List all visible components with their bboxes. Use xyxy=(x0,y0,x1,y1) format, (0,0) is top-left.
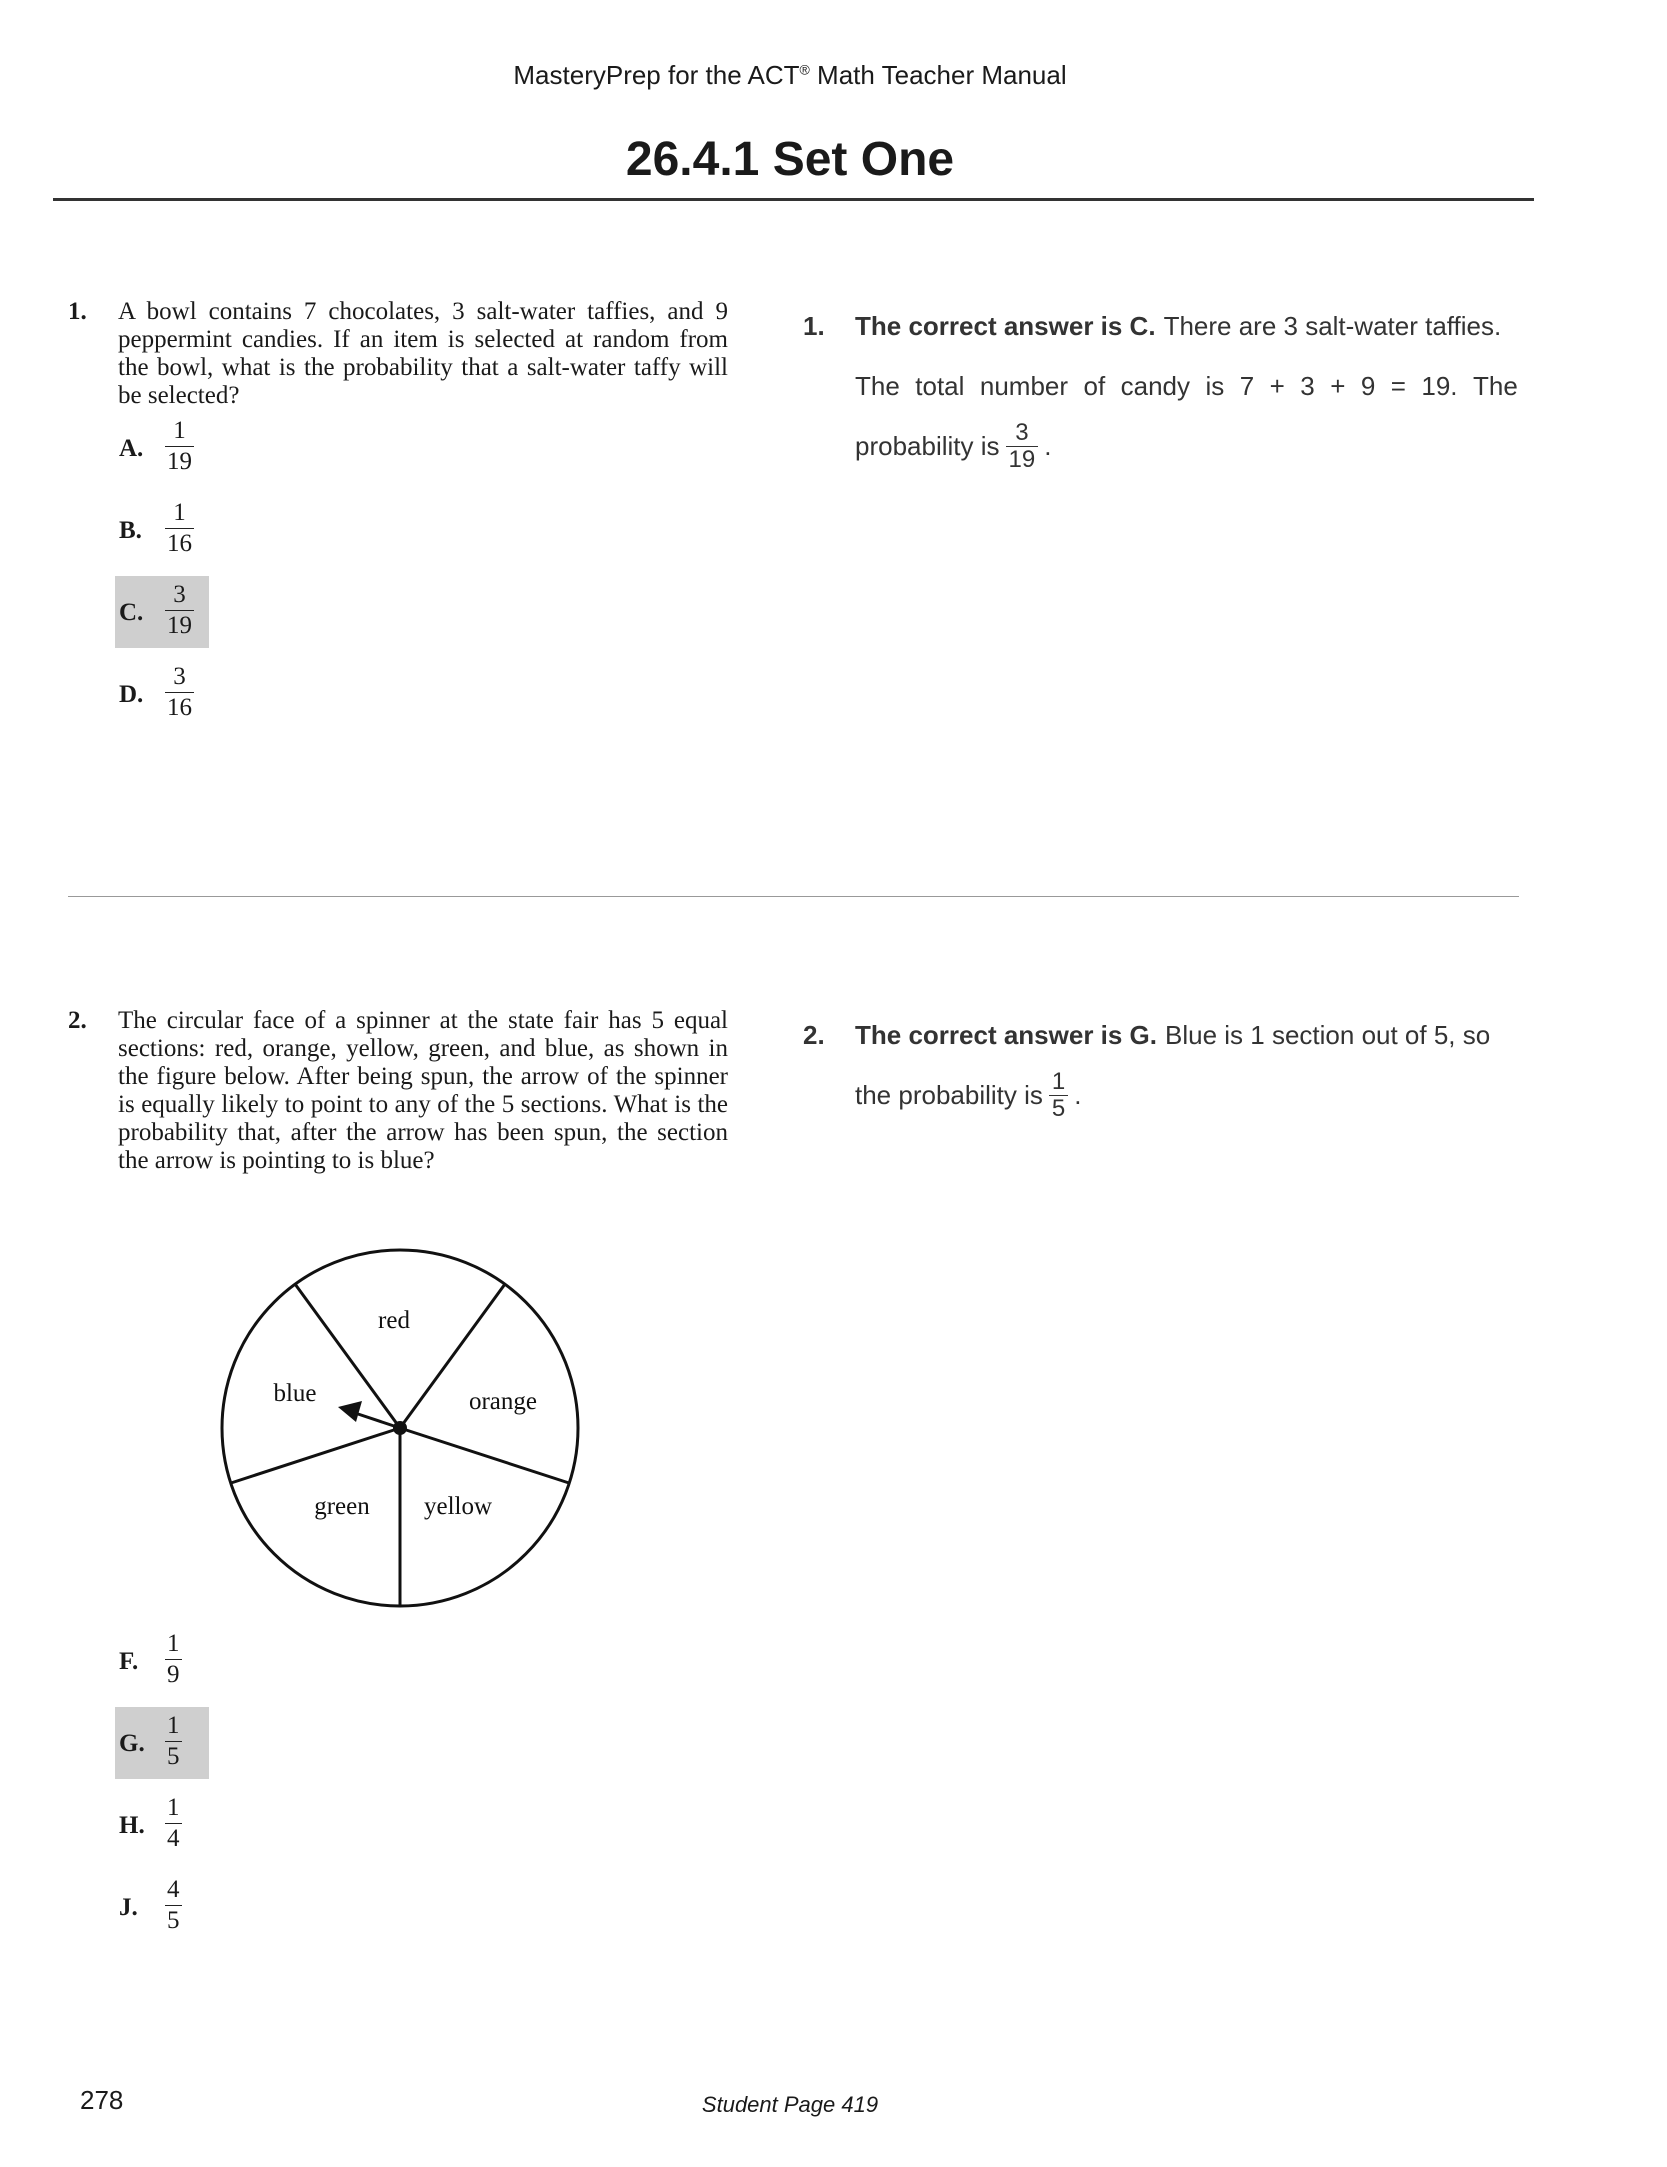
answer-explanation: probability is xyxy=(855,431,1000,461)
choice-letter: A. xyxy=(119,435,144,462)
denominator: 9 xyxy=(167,1661,180,1688)
question-number: 2. xyxy=(68,1007,87,1034)
question-number: 1. xyxy=(68,298,87,325)
choice-g-correct[interactable] xyxy=(115,1707,209,1779)
spinner-figure xyxy=(210,1238,590,1618)
question-2-choices xyxy=(115,1625,209,1953)
answer-line-3 xyxy=(855,416,1518,476)
fraction xyxy=(165,498,194,559)
word: number xyxy=(979,371,1069,401)
answer-number: 1. xyxy=(803,311,825,341)
denominator: 19 xyxy=(1006,446,1039,473)
choice-d[interactable] xyxy=(115,658,209,730)
fraction xyxy=(165,1629,182,1690)
fraction xyxy=(165,1875,182,1936)
numerator: 1 xyxy=(1051,1067,1066,1095)
word: The xyxy=(855,371,900,401)
correct-answer-lead: The correct answer is G. xyxy=(855,1020,1158,1050)
choice-letter: G. xyxy=(119,1730,145,1757)
section-label-blue: blue xyxy=(273,1380,317,1407)
numerator: 1 xyxy=(167,1712,180,1739)
choice-a[interactable] xyxy=(115,412,209,484)
fraction xyxy=(165,1793,182,1854)
fraction xyxy=(165,580,194,641)
denominator: 19 xyxy=(167,448,192,475)
choice-letter: H. xyxy=(119,1812,145,1839)
choice-j[interactable] xyxy=(115,1871,209,1943)
fraction xyxy=(1006,420,1039,473)
answer-line-2 xyxy=(855,1065,1518,1125)
word: 19. xyxy=(1421,371,1458,401)
question-text: A bowl contains 7 chocolates, 3 salt-water taffies, and 9 peppermint candies. If an item is selected at random from the bowl, what is the probability that a salt-water taffy will be selected? xyxy=(118,298,728,409)
denominator: 16 xyxy=(167,694,192,721)
answer-explanation: the probability is xyxy=(855,1080,1043,1110)
choice-c-correct[interactable] xyxy=(115,576,209,648)
numerator: 1 xyxy=(173,417,186,444)
word: The xyxy=(1473,371,1518,401)
section-label-green: green xyxy=(314,1493,370,1520)
choice-letter: J. xyxy=(119,1894,138,1921)
question-1-choices xyxy=(115,412,209,740)
student-page-reference: Student Page 419 xyxy=(701,2092,879,2117)
denominator: 5 xyxy=(167,1743,180,1770)
word: 7 xyxy=(1239,371,1255,401)
choice-f[interactable] xyxy=(115,1625,209,1697)
numerator: 4 xyxy=(167,1876,180,1903)
word: + xyxy=(1330,371,1346,401)
answer-line-1 xyxy=(855,1005,1518,1065)
word: total xyxy=(915,371,965,401)
question-1 xyxy=(68,298,728,410)
question-2 xyxy=(68,1007,728,1175)
denominator: 5 xyxy=(1049,1095,1068,1122)
numerator: 3 xyxy=(173,581,186,608)
choice-letter: F. xyxy=(119,1648,139,1675)
fraction xyxy=(165,416,194,477)
choice-b[interactable] xyxy=(115,494,209,566)
answer-number: 2. xyxy=(803,1020,825,1050)
denominator: 5 xyxy=(167,1907,180,1934)
numerator: 1 xyxy=(173,499,186,526)
answer-line-2 xyxy=(855,356,1518,416)
running-header xyxy=(0,60,1580,91)
page-number: 278 xyxy=(80,2085,124,2115)
numerator: 3 xyxy=(173,663,186,690)
word: = xyxy=(1390,371,1406,401)
period: . xyxy=(1074,1080,1082,1110)
title-divider xyxy=(53,198,1534,201)
word: 3 xyxy=(1300,371,1315,401)
page-title: 26.4.1 Set One xyxy=(625,133,955,186)
section-label-yellow: yellow xyxy=(423,1493,493,1520)
numerator: 3 xyxy=(1015,418,1029,446)
denominator: 19 xyxy=(167,612,192,639)
word: + xyxy=(1269,371,1285,401)
fraction xyxy=(165,662,194,723)
section-label-orange: orange xyxy=(468,1388,538,1415)
answer-explanation: Blue is 1 section out of 5, so xyxy=(1165,1020,1491,1050)
answer-line-1 xyxy=(855,296,1518,356)
denominator: 4 xyxy=(167,1825,180,1852)
word: candy xyxy=(1120,371,1191,401)
word: is xyxy=(1205,371,1225,401)
period: . xyxy=(1044,431,1052,461)
question-text: The circular face of a spinner at the state fair has 5 equal sections: red, orange, yellow, green, and blue, as shown in the figure below. After being spun, the arrow of the spinner is equally likely to point to any of the 5 sections. What is the probability that, after the arrow has been spun, the section the arrow is pointing to is blue? xyxy=(118,1007,728,1174)
choice-letter: B. xyxy=(119,517,142,544)
answer-explanation: There are 3 salt-water taffies. xyxy=(1163,311,1502,341)
fraction xyxy=(1049,1069,1068,1122)
numerator: 1 xyxy=(167,1794,180,1821)
section-divider xyxy=(68,896,1519,897)
fraction xyxy=(165,1711,182,1772)
choice-letter: D. xyxy=(119,681,144,708)
choice-letter: C. xyxy=(119,599,144,626)
answer-1 xyxy=(803,296,1518,476)
denominator: 16 xyxy=(167,530,192,557)
registered-mark: ® xyxy=(799,61,810,78)
answer-2 xyxy=(803,1005,1518,1125)
word: 9 xyxy=(1360,371,1376,401)
choice-h[interactable] xyxy=(115,1789,209,1861)
correct-answer-lead: The correct answer is C. xyxy=(855,311,1156,341)
section-label-red: red xyxy=(378,1307,410,1334)
spinner-pivot xyxy=(393,1421,407,1435)
numerator: 1 xyxy=(167,1630,180,1657)
word: of xyxy=(1083,371,1106,401)
running-header-subtitle: Math Teacher Manual xyxy=(809,60,1067,90)
running-header-title: MasteryPrep for the ACT xyxy=(513,60,800,90)
